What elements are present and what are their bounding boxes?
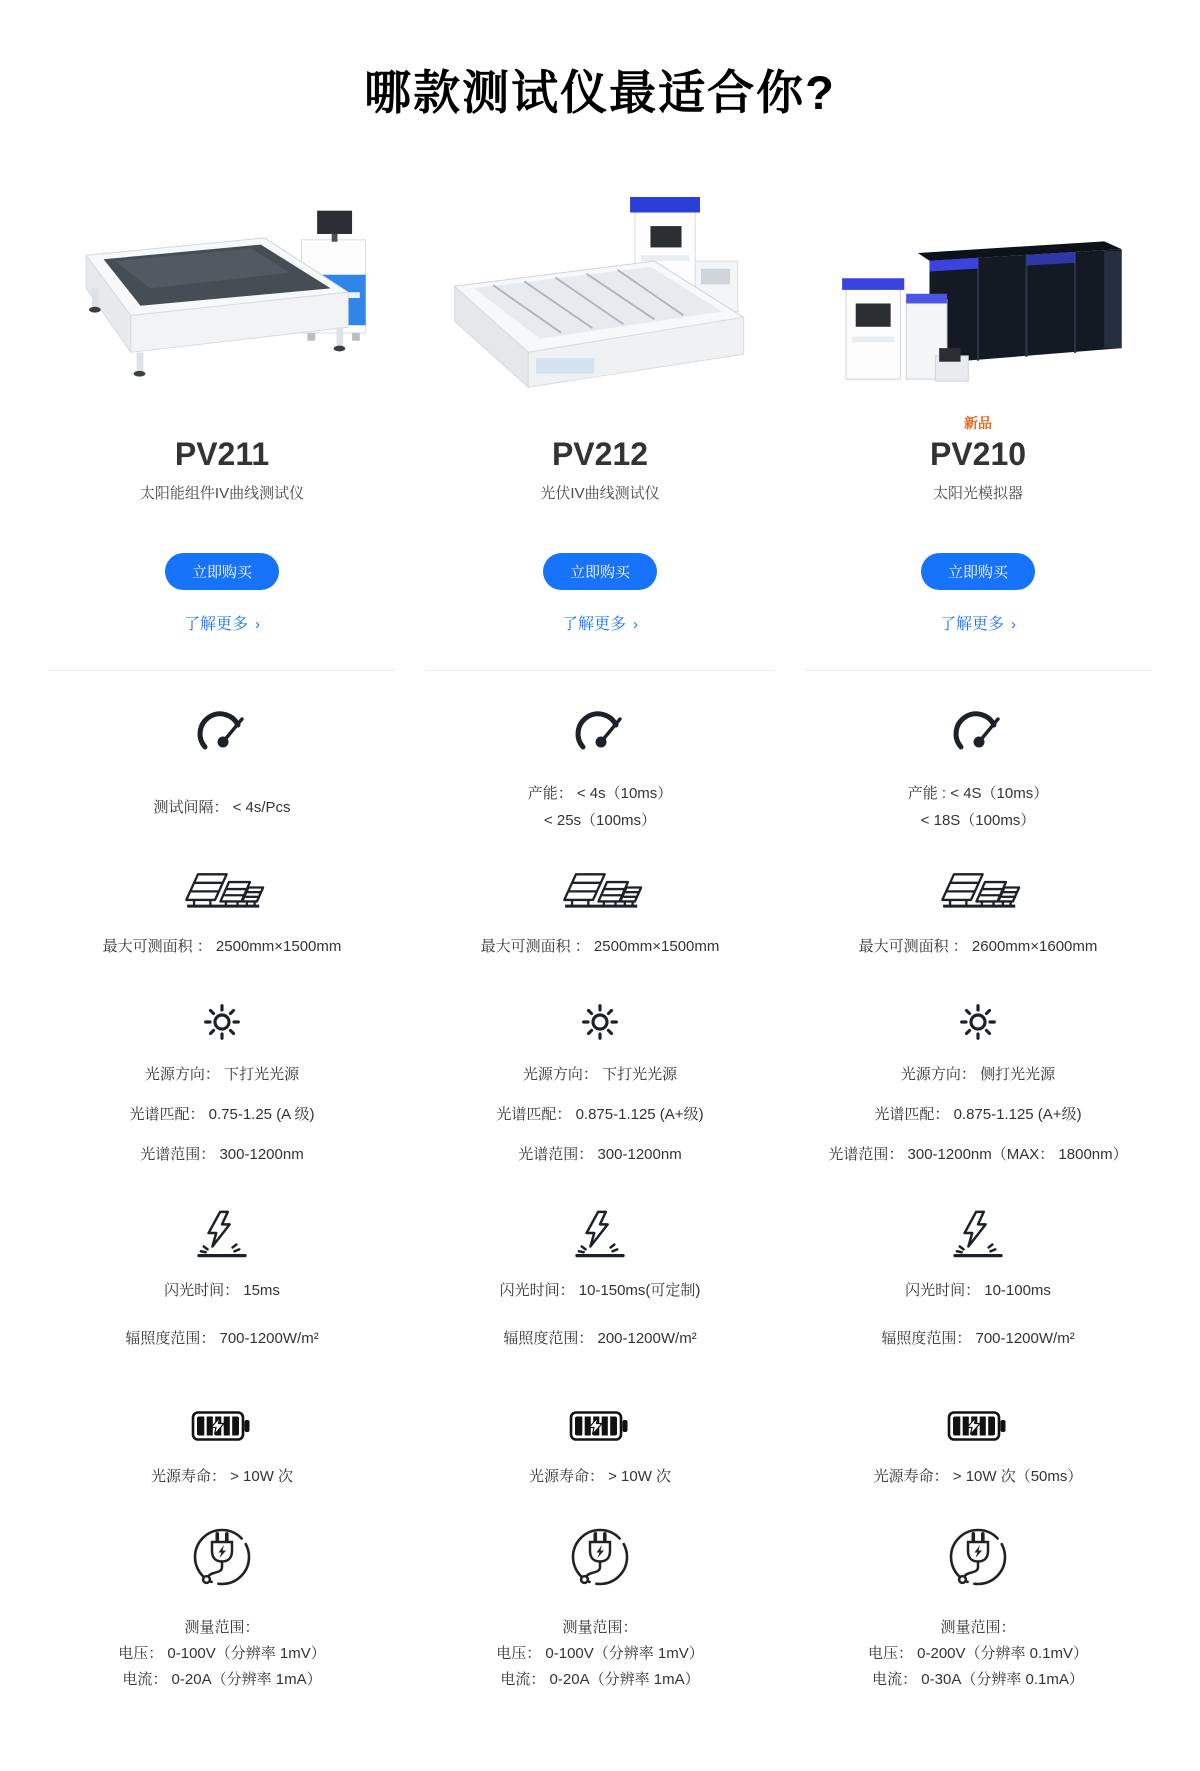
page-title: 哪款测试仪最适合你? <box>364 66 836 119</box>
buy-now-button[interactable]: 立即购买 <box>543 553 657 590</box>
spec-measure-range: 测量范围： 电压： 0-100V（分辨率 1mV） 电流： 0-20A（分辨率 1mA） <box>496 1619 704 1689</box>
spec-max-area: 最大可测面积 ： 2500mm×1500mm <box>480 938 720 956</box>
badge-row <box>48 413 396 437</box>
speedometer-icon <box>48 707 396 757</box>
chevron-right-icon: › <box>255 616 260 634</box>
sun-icon <box>426 999 774 1045</box>
product-illustration <box>57 199 387 399</box>
badge-row <box>426 413 774 437</box>
spec-test-interval: 测试间隔： < 4s/Pcs <box>153 798 291 816</box>
solar-panels-icon <box>804 859 1152 915</box>
learn-more-link[interactable]: 了解更多 › <box>183 616 260 634</box>
product-image-pv211 <box>48 185 396 399</box>
new-product-badge: 新品 <box>964 415 992 431</box>
buy-now-button[interactable]: 立即购买 <box>921 553 1035 590</box>
flash-icon <box>426 1209 774 1259</box>
spec-measure-range: 测量范围： 电压： 0-200V（分辨率 0.1mV） 电流： 0-30A（分辨率 0.1mA） <box>867 1619 1089 1689</box>
product-image-pv210 <box>804 185 1152 399</box>
product-name: PV210 <box>929 436 1027 472</box>
product-card-pv211 <box>48 123 396 1693</box>
power-plug-icon <box>804 1521 1152 1593</box>
sun-icon <box>48 999 396 1045</box>
learn-more-link[interactable]: 了解更多 › <box>561 616 638 634</box>
power-plug-icon <box>48 1521 396 1593</box>
product-illustration <box>813 239 1143 399</box>
battery-icon <box>804 1407 1152 1445</box>
flash-icon <box>48 1209 396 1259</box>
spec-lamp-life: 光源寿命： > 10W 次 <box>150 1468 294 1486</box>
spec-light-source: 光源方向： 下打光光源 光谱匹配： 0.875-1.125 (A+级) 光谱范围： 300-1200nm <box>496 1066 704 1164</box>
spec-light-source: 光源方向： 侧打光光源 光谱匹配： 0.875-1.125 (A+级) 光谱范围： 300-1200nm（MAX： 1800nm） <box>828 1066 1128 1164</box>
section-divider <box>48 670 396 671</box>
product-name: PV212 <box>551 436 649 472</box>
product-card-pv212 <box>426 123 774 1693</box>
section-divider <box>426 670 774 671</box>
spec-flash-time: 闪光时间： 15ms 辐照度范围： 700-1200W/m² <box>125 1282 319 1348</box>
spec-throughput: 产能 : < 4S（10ms） < 18S（100ms） <box>907 785 1049 830</box>
spec-flash-time: 闪光时间： 10-150ms(可定制) 辐照度范围： 200-1200W/m² <box>499 1282 701 1348</box>
product-subtitle: 太阳能组件IV曲线测试仪 <box>139 485 305 503</box>
flash-icon <box>804 1209 1152 1259</box>
learn-more-link[interactable]: 了解更多 › <box>939 616 1016 634</box>
spec-lamp-life: 光源寿命： > 10W 次（50ms） <box>873 1468 1083 1486</box>
product-illustration <box>435 191 765 399</box>
spec-max-area: 最大可测面积 ： 2600mm×1600mm <box>858 938 1098 956</box>
buy-now-button[interactable]: 立即购买 <box>165 553 279 590</box>
chevron-right-icon: › <box>633 616 638 634</box>
sun-icon <box>804 999 1152 1045</box>
spec-lamp-life: 光源寿命： > 10W 次 <box>528 1468 672 1486</box>
product-card-pv210 <box>804 123 1152 1693</box>
product-subtitle: 太阳光模拟器 <box>932 485 1023 503</box>
section-divider <box>804 670 1152 671</box>
spec-measure-range: 测量范围： 电压： 0-100V（分辨率 1mV） 电流： 0-20A（分辨率 1mA） <box>118 1619 326 1689</box>
spec-max-area: 最大可测面积 ： 2500mm×1500mm <box>102 938 342 956</box>
spec-light-source: 光源方向： 下打光光源 光谱匹配： 0.75-1.25 (A 级) 光谱范围： 300-1200nm <box>129 1066 315 1164</box>
power-plug-icon <box>426 1521 774 1593</box>
product-comparison-grid <box>0 123 1200 1693</box>
product-name: PV211 <box>174 436 270 472</box>
solar-panels-icon <box>48 859 396 915</box>
chevron-right-icon: › <box>1011 616 1016 634</box>
spec-flash-time: 闪光时间： 10-100ms 辐照度范围： 700-1200W/m² <box>881 1282 1075 1348</box>
battery-icon <box>426 1407 774 1445</box>
spec-throughput: 产能： < 4s（10ms） < 25s（100ms） <box>527 785 673 830</box>
speedometer-icon <box>804 707 1152 757</box>
battery-icon <box>48 1407 396 1445</box>
solar-panels-icon <box>426 859 774 915</box>
product-subtitle: 光伏IV曲线测试仪 <box>540 485 660 503</box>
speedometer-icon <box>426 707 774 757</box>
product-image-pv212 <box>426 185 774 399</box>
